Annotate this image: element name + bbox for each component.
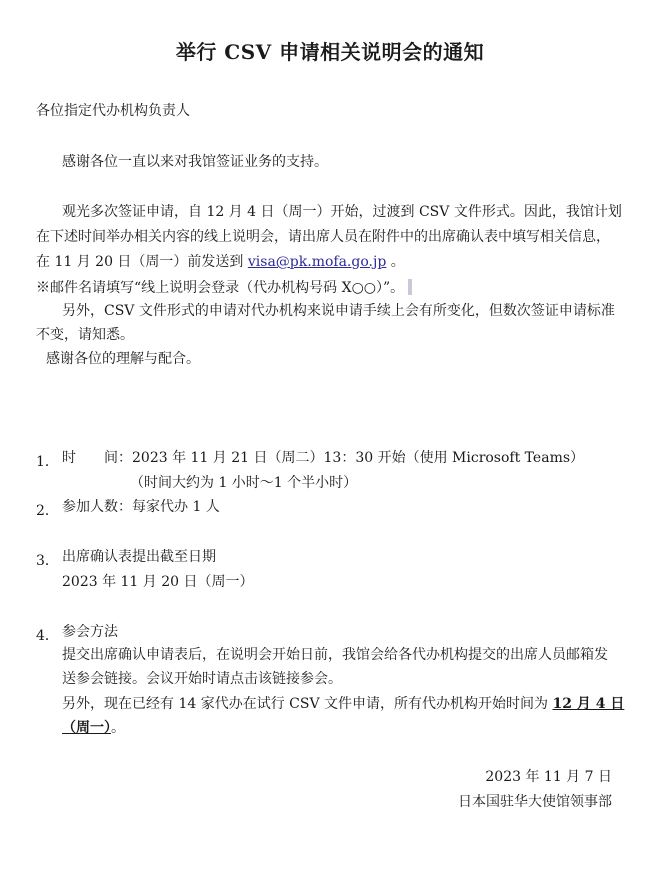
item2-text: 参加人数：每家代办 1 人: [62, 499, 220, 515]
item4-line1: 提交出席确认申请表后，在说明会开始日前，我馆会给各代办机构提交的出席人员邮箱发: [62, 647, 608, 663]
document-title: 举行 CSV 申请相关说明会的通知: [175, 40, 485, 64]
item4-line3: [62, 697, 624, 711]
item1-value: 2023 年 11 月 21 日（周二）13：30 开始（使用 Microsoft Teams）: [132, 450, 585, 466]
para1-line3-post: 。: [386, 254, 405, 270]
item4-text: 参会方法: [62, 624, 118, 640]
item3-text: 出席确认表提出截至日期: [62, 549, 216, 565]
footer-org: 日本国驻华大使馆领事部: [458, 794, 612, 810]
item3-date: 2023 年 11 月 20 日（周一）: [62, 574, 254, 590]
item1-sub: （时间大约为 1 小时～1 个半小时）: [130, 475, 358, 491]
item4-line3-pre: 另外，现在已经有 14 家代办在试行 CSV 文件申请，所有代办机构开始时间为: [62, 696, 553, 712]
para1-line3: [36, 255, 405, 269]
item4-start-date: 12 月 4 日: [552, 696, 625, 712]
item4-start-weekday: （周一）: [62, 720, 111, 736]
item1-number: 1．: [36, 454, 59, 470]
item1-line: [62, 451, 584, 465]
thanks-intro: 感谢各位一直以来对我馆签证业务的支持。: [62, 154, 328, 170]
item4-number: 4．: [36, 628, 59, 644]
item3-number: 3．: [36, 553, 59, 569]
item1-label: 时 间：: [62, 450, 132, 466]
para1-line1: 观光多次签证申请，自 12 月 4 日（周一）开始，过渡到 CSV 文件形式。因此，我馆计划: [62, 204, 622, 220]
footer-date: 2023 年 11 月 7 日: [485, 769, 612, 785]
item4-line2: 送参会链接。会议开始时请点击该链接参会。: [62, 671, 342, 687]
item4-line4: [62, 721, 125, 735]
note-text: ※邮件名请填写“线上说明会登录（代办机构号码 X○○）”。: [36, 280, 405, 296]
text-cursor-mark: [408, 279, 412, 295]
para2-line2: 不变，请知悉。: [36, 327, 134, 343]
para1-line3-pre: 在 11 月 20 日（周一）前发送到: [36, 254, 248, 270]
email-link[interactable]: visa@pk.mofa.go.jp: [247, 254, 387, 270]
addressee: 各位指定代办机构负责人: [36, 103, 190, 119]
note-line: [36, 279, 412, 295]
item4-line4-post: 。: [111, 720, 125, 736]
para1-line2: 在下述时间举办相关内容的线上说明会，请出席人员在附件中的出席确认表中填写相关信息，: [36, 229, 610, 245]
para2-line1: 另外，CSV 文件形式的申请对代办机构来说申请手续上会有所变化，但数次签证申请标准: [62, 303, 615, 319]
item2-number: 2．: [36, 503, 59, 519]
thanks-close: 感谢各位的理解与配合。: [46, 351, 200, 367]
